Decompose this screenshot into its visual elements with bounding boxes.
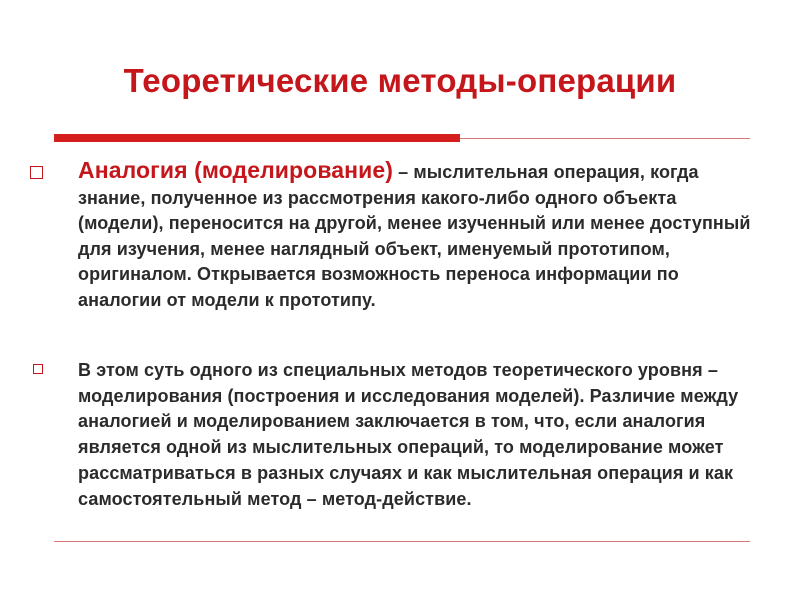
title-underline-thick bbox=[54, 134, 460, 142]
slide-title: Теоретические методы-операции bbox=[123, 62, 677, 99]
bullet-modeling-text: В этом суть одного из специальных методов теоретического уровня – моделирования (построения и исследования моделей). Различие между аналогией и моделированием заключается в том, что, если аналогия является одной из мыслительных операций, то моделирование может рассматриваться в разных случаях и как мыслительная операция и как самостоятельный метод – метод-действие. bbox=[78, 360, 739, 509]
bullet-analogy bbox=[30, 158, 760, 313]
bottom-divider bbox=[54, 541, 750, 542]
bullet-analogy-term: Аналогия (моделирование) bbox=[78, 157, 394, 183]
title-underline-thin bbox=[460, 138, 750, 139]
bullet-modeling bbox=[30, 358, 760, 512]
bullet-analogy-definition: – мыслительная операция, когда знание, полученное из рассмотрения какого-либо одного объекта (модели), переносится на другой, менее изученный или менее доступный для изучения, менее наглядный объект, именуемый прототипом, оригиналом. Открывается возможность переноса информации по аналогии от модели к прототипу. bbox=[78, 162, 751, 310]
hollow-square-bullet-icon bbox=[33, 364, 43, 374]
hollow-square-bullet-icon bbox=[30, 166, 43, 179]
bullet-analogy-text bbox=[78, 158, 760, 313]
